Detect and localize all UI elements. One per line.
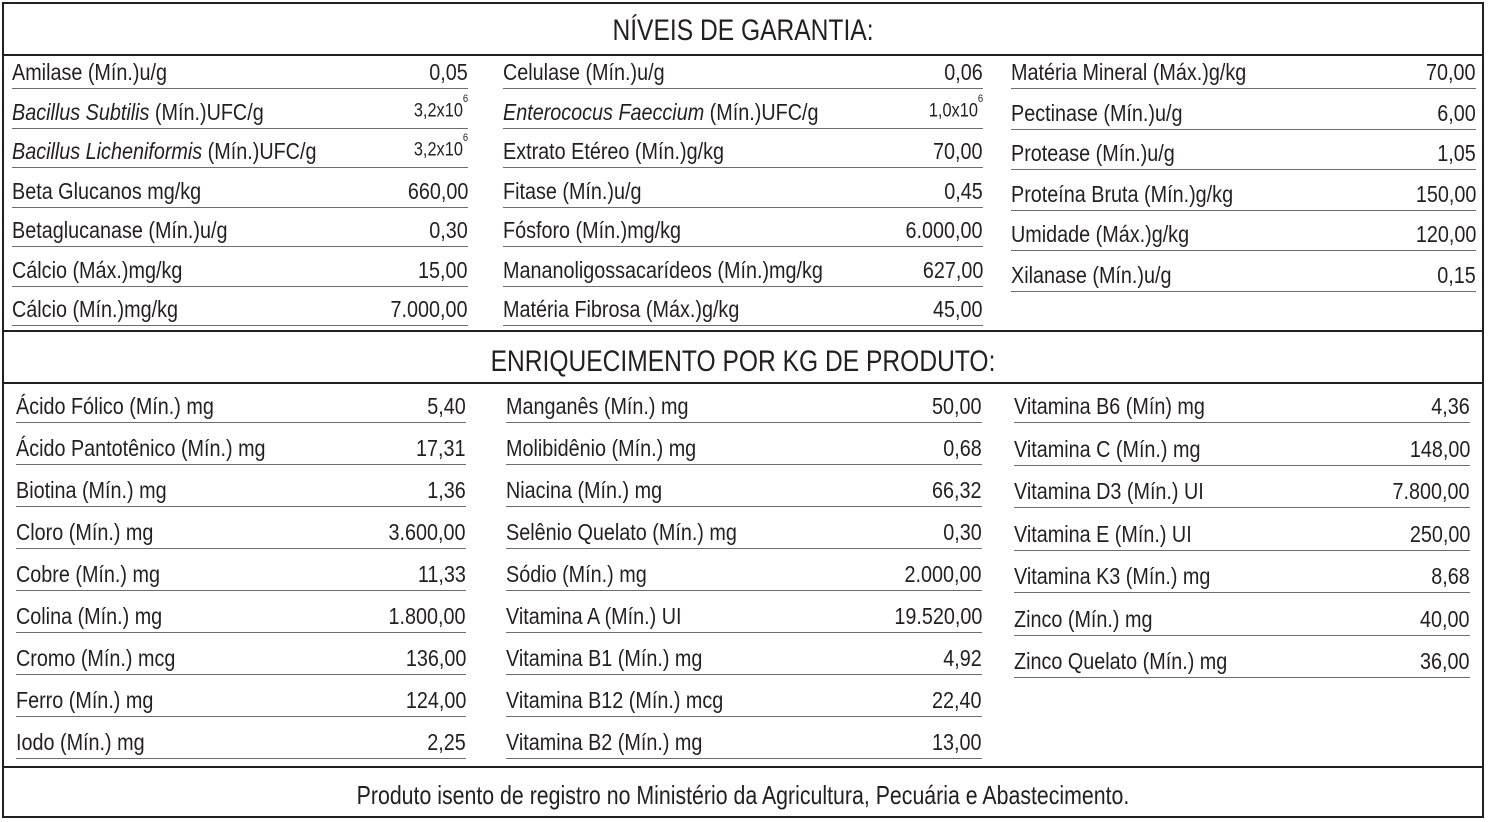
nutrient-amount: 15,00 xyxy=(418,256,468,283)
nutrient-amount: 17,31 xyxy=(416,435,466,461)
nutrient-value xyxy=(1426,57,1476,87)
nutrient-label: Biotina (Mín.) mg xyxy=(16,477,167,503)
nutrient-amount: 0,30 xyxy=(943,519,982,545)
nutrient-value xyxy=(944,643,982,673)
nutrient-value xyxy=(428,475,466,505)
nutrient-unit: (Mín.)UFC/g xyxy=(202,138,317,164)
nutrient-amount: 1,05 xyxy=(1437,140,1476,166)
nutrient-amount: 660,00 xyxy=(407,177,468,204)
nutrient-amount: 3,2x10 xyxy=(413,140,463,161)
nutrient-row xyxy=(16,602,466,633)
nutrient-value xyxy=(418,255,468,285)
nutrient-value xyxy=(1438,138,1476,168)
nutrient-row xyxy=(1011,180,1476,211)
exponent: 6 xyxy=(977,92,983,105)
nutrient-label: Vitamina C (Mín.) mg xyxy=(1014,435,1201,462)
nutrient-label: Fitase (Mín.)u/g xyxy=(503,177,642,204)
nutrient-row xyxy=(16,518,466,549)
nutrient-amount: 4,92 xyxy=(943,645,982,671)
nutrient-label: Extrato Etéreo (Mín.)g/kg xyxy=(503,138,724,164)
nutrient-row xyxy=(1014,477,1470,508)
nutrient-amount: 250,00 xyxy=(1409,520,1470,547)
nutrient-label xyxy=(12,136,316,166)
nutrient-label: Molibidênio (Mín.) mg xyxy=(506,435,697,461)
nutrient-amount: 1,0x10 xyxy=(928,100,978,122)
organism-name: Bacillus Licheniformis xyxy=(12,138,203,164)
section-title-enriquecimento: ENRIQUECIMENTO POR KG DE PRODUTO: xyxy=(490,345,996,378)
nutrient-value xyxy=(1409,519,1470,549)
divider xyxy=(4,382,1482,384)
nutrient-row xyxy=(16,644,466,675)
nutrient-row xyxy=(1011,58,1476,89)
nutrient-row xyxy=(506,434,982,465)
nutrient-row xyxy=(1014,435,1470,466)
nutrient-row xyxy=(506,644,982,675)
nutrient-row xyxy=(503,216,983,247)
nutrient-label: Mananoligossacarídeos (Mín.)mg/kg xyxy=(503,256,823,283)
nutrient-unit: (Mín.)UFC/g xyxy=(149,98,264,125)
divider xyxy=(4,766,1482,768)
nutrient-row xyxy=(16,686,466,717)
nutrient-value xyxy=(418,559,466,589)
nutrient-row xyxy=(503,92,983,129)
nutrient-unit: (Mín.)UFC/g xyxy=(704,98,819,125)
nutrient-amount: 150,00 xyxy=(1415,180,1476,207)
nutrient-row xyxy=(16,728,466,759)
nutrient-value xyxy=(405,643,466,673)
nutrient-value xyxy=(1432,561,1470,591)
nutrient-amount: 7.800,00 xyxy=(1393,478,1470,504)
nutrient-label: Protease (Mín.)u/g xyxy=(1011,140,1175,166)
nutrient-row xyxy=(1011,220,1476,251)
label-panel xyxy=(2,2,1484,818)
nutrient-label: Matéria Fibrosa (Máx.)g/kg xyxy=(503,296,740,322)
nutrient-amount: 148,00 xyxy=(1409,435,1470,462)
nutrient-row xyxy=(506,518,982,549)
nutrient-amount: 2,25 xyxy=(427,729,466,755)
nutrient-value xyxy=(932,685,982,715)
nutrient-value xyxy=(1438,260,1476,290)
nutrient-value xyxy=(428,727,466,757)
nutrient-value xyxy=(1420,646,1470,676)
nutrient-label: Iodo (Mín.) mg xyxy=(16,729,145,755)
nutrient-row xyxy=(503,256,983,287)
nutrient-row xyxy=(503,177,983,208)
nutrient-amount: 6.000,00 xyxy=(906,217,983,243)
nutrient-row xyxy=(1011,139,1476,170)
nutrient-label: Cloro (Mín.) mg xyxy=(16,519,154,545)
nutrient-value xyxy=(929,90,983,127)
nutrient-amount: 0,45 xyxy=(944,177,983,204)
nutrient-row xyxy=(503,137,983,168)
nutrient-label: Cobre (Mín.) mg xyxy=(16,561,160,587)
nutrient-value xyxy=(414,90,468,127)
nutrient-amount: 5,40 xyxy=(427,393,466,419)
nutrient-amount: 22,40 xyxy=(932,687,982,713)
nutrient-row xyxy=(1011,261,1476,292)
nutrient-value xyxy=(945,176,983,206)
nutrient-amount: 70,00 xyxy=(1426,59,1476,85)
nutrient-row xyxy=(506,476,982,507)
nutrient-row xyxy=(506,602,982,633)
nutrient-label: Amilase (Mín.)u/g xyxy=(12,59,167,85)
nutrient-row xyxy=(16,560,466,591)
nutrient-row xyxy=(12,295,468,326)
nutrient-amount: 0,05 xyxy=(429,59,468,85)
nutrient-value xyxy=(416,433,466,463)
nutrient-value xyxy=(944,517,982,547)
nutrient-row xyxy=(506,560,982,591)
nutrient-label: Fósforo (Mín.)mg/kg xyxy=(503,217,682,243)
nutrient-row xyxy=(16,476,466,507)
nutrient-row xyxy=(12,132,468,168)
nutrient-label: Niacina (Mín.) mg xyxy=(506,477,663,503)
nutrient-value xyxy=(1438,98,1476,128)
nutrient-row xyxy=(12,92,468,129)
nutrient-value xyxy=(1409,434,1470,464)
nutrient-row xyxy=(506,686,982,717)
nutrient-label: Ferro (Mín.) mg xyxy=(16,687,154,713)
nutrient-label: Ácido Fólico (Mín.) mg xyxy=(16,393,214,419)
nutrient-value xyxy=(414,129,468,166)
exponent: 6 xyxy=(462,132,468,145)
nutrient-label: Vitamina B12 (Mín.) mcg xyxy=(506,687,724,713)
organism-name: Bacillus Subtilis xyxy=(12,98,150,125)
nutrient-value xyxy=(1393,476,1470,506)
nutrient-row xyxy=(1014,520,1470,551)
nutrient-value xyxy=(933,294,983,324)
nutrient-amount: 124,00 xyxy=(405,687,466,713)
nutrient-value xyxy=(391,294,468,324)
nutrient-label: Selênio Quelato (Mín.) mg xyxy=(506,519,737,545)
nutrient-value xyxy=(430,215,468,245)
nutrient-amount: 0,15 xyxy=(1437,261,1476,288)
nutrient-label: Cromo (Mín.) mcg xyxy=(16,645,176,671)
nutrient-label: Vitamina D3 (Mín.) UI xyxy=(1014,478,1204,504)
nutrient-amount: 70,00 xyxy=(933,138,983,164)
nutrient-value xyxy=(905,559,982,589)
nutrient-value xyxy=(1432,391,1470,421)
nutrient-label: Xilanase (Mín.)u/g xyxy=(1011,261,1172,288)
nutrient-value xyxy=(430,57,468,87)
nutrient-value xyxy=(933,136,983,166)
divider xyxy=(4,54,1482,56)
nutrient-label: Vitamina A (Mín.) UI xyxy=(506,603,682,629)
nutrient-label: Matéria Mineral (Máx.)g/kg xyxy=(1011,59,1247,85)
nutrient-amount: 40,00 xyxy=(1420,605,1470,632)
nutrient-label: Colina (Mín.) mg xyxy=(16,603,163,629)
nutrient-label: Zinco Quelato (Mín.) mg xyxy=(1014,648,1228,674)
nutrient-row xyxy=(12,256,468,287)
nutrient-value xyxy=(932,727,982,757)
nutrient-amount: 8,68 xyxy=(1431,563,1470,589)
nutrient-label: Celulase (Mín.)u/g xyxy=(503,59,665,85)
nutrient-amount: 2.000,00 xyxy=(905,561,982,587)
nutrient-amount: 120,00 xyxy=(1415,221,1476,247)
nutrient-value xyxy=(389,601,466,631)
nutrient-value xyxy=(932,391,982,421)
nutrient-row xyxy=(506,392,982,423)
nutrient-value xyxy=(944,433,982,463)
nutrient-label: Zinco (Mín.) mg xyxy=(1014,605,1153,632)
nutrient-label: Betaglucanase (Mín.)u/g xyxy=(12,217,228,243)
nutrient-value xyxy=(389,517,466,547)
nutrient-label: Ácido Pantotênico (Mín.) mg xyxy=(16,435,266,461)
nutrient-amount: 36,00 xyxy=(1420,648,1470,674)
nutrient-label: Vitamina B2 (Mín.) mg xyxy=(506,729,703,755)
nutrient-value xyxy=(894,601,982,631)
nutrient-row xyxy=(12,58,468,89)
divider xyxy=(4,330,1482,332)
nutrient-amount: 3,2x10 xyxy=(413,100,463,122)
nutrient-amount: 19.520,00 xyxy=(893,603,982,629)
nutrient-value xyxy=(407,176,468,206)
nutrient-label: Vitamina B6 (Mín) mg xyxy=(1014,393,1205,419)
nutrient-value xyxy=(1415,179,1476,209)
nutrient-value xyxy=(922,255,983,285)
nutrient-label: Sódio (Mín.) mg xyxy=(506,561,647,587)
organism-name: Enterococus Faeccium xyxy=(503,98,705,125)
nutrient-amount: 13,00 xyxy=(932,729,982,755)
nutrient-value xyxy=(932,475,982,505)
nutrient-label: Cálcio (Máx.)mg/kg xyxy=(12,256,183,283)
nutrient-amount: 3.600,00 xyxy=(389,519,466,545)
nutrient-label: Proteína Bruta (Mín.)g/kg xyxy=(1011,180,1234,207)
nutrient-amount: 627,00 xyxy=(922,256,983,283)
nutrient-label xyxy=(12,97,264,127)
nutrient-amount: 50,00 xyxy=(932,393,982,419)
nutrient-row xyxy=(16,434,466,465)
nutrient-row xyxy=(1014,605,1470,636)
nutrient-label: Vitamina E (Mín.) UI xyxy=(1014,520,1192,547)
nutrient-amount: 6,00 xyxy=(1437,99,1476,126)
nutrient-value xyxy=(1415,219,1476,249)
nutrient-amount: 66,32 xyxy=(932,477,982,503)
nutrient-row xyxy=(1014,392,1470,423)
nutrient-label xyxy=(503,97,818,127)
nutrient-row xyxy=(12,177,468,208)
nutrient-label: Manganês (Mín.) mg xyxy=(506,393,689,419)
nutrient-amount: 11,33 xyxy=(417,561,466,587)
nutrient-label: Vitamina B1 (Mín.) mg xyxy=(506,645,703,671)
nutrient-amount: 136,00 xyxy=(405,645,466,671)
nutrient-row xyxy=(1014,647,1470,678)
nutrient-value xyxy=(1420,604,1470,634)
nutrient-row xyxy=(1011,99,1476,130)
nutrient-row xyxy=(16,392,466,423)
nutrient-row xyxy=(12,216,468,247)
nutrient-value xyxy=(405,685,466,715)
nutrient-amount: 0,30 xyxy=(429,217,468,243)
nutrient-amount: 4,36 xyxy=(1431,393,1470,419)
nutrient-amount: 0,06 xyxy=(944,59,983,85)
nutrient-amount: 0,68 xyxy=(943,435,982,461)
registration-notice: Produto isento de registro no Ministério da Agricultura, Pecuária e Abastecimento. xyxy=(356,780,1130,810)
nutrient-label: Vitamina K3 (Mín.) mg xyxy=(1014,563,1211,589)
nutrient-label: Pectinase (Mín.)u/g xyxy=(1011,99,1183,126)
nutrient-row xyxy=(503,58,983,89)
nutrient-value xyxy=(906,215,983,245)
nutrient-row xyxy=(503,295,983,326)
nutrient-amount: 45,00 xyxy=(933,296,983,322)
nutrient-label: Umidade (Máx.)g/kg xyxy=(1011,221,1190,247)
nutrient-row xyxy=(506,728,982,759)
section-title-niveis-garantia: NÍVEIS DE GARANTIA: xyxy=(612,14,874,47)
nutrient-label: Cálcio (Mín.)mg/kg xyxy=(12,296,178,322)
nutrient-value xyxy=(945,57,983,87)
nutrient-amount: 1.800,00 xyxy=(389,603,466,629)
nutrient-label: Beta Glucanos mg/kg xyxy=(12,177,202,204)
nutrient-amount: 7.000,00 xyxy=(391,296,468,322)
nutrient-row xyxy=(1014,562,1470,593)
exponent: 6 xyxy=(462,92,468,105)
nutrient-amount: 1,36 xyxy=(427,477,466,503)
nutrient-value xyxy=(428,391,466,421)
